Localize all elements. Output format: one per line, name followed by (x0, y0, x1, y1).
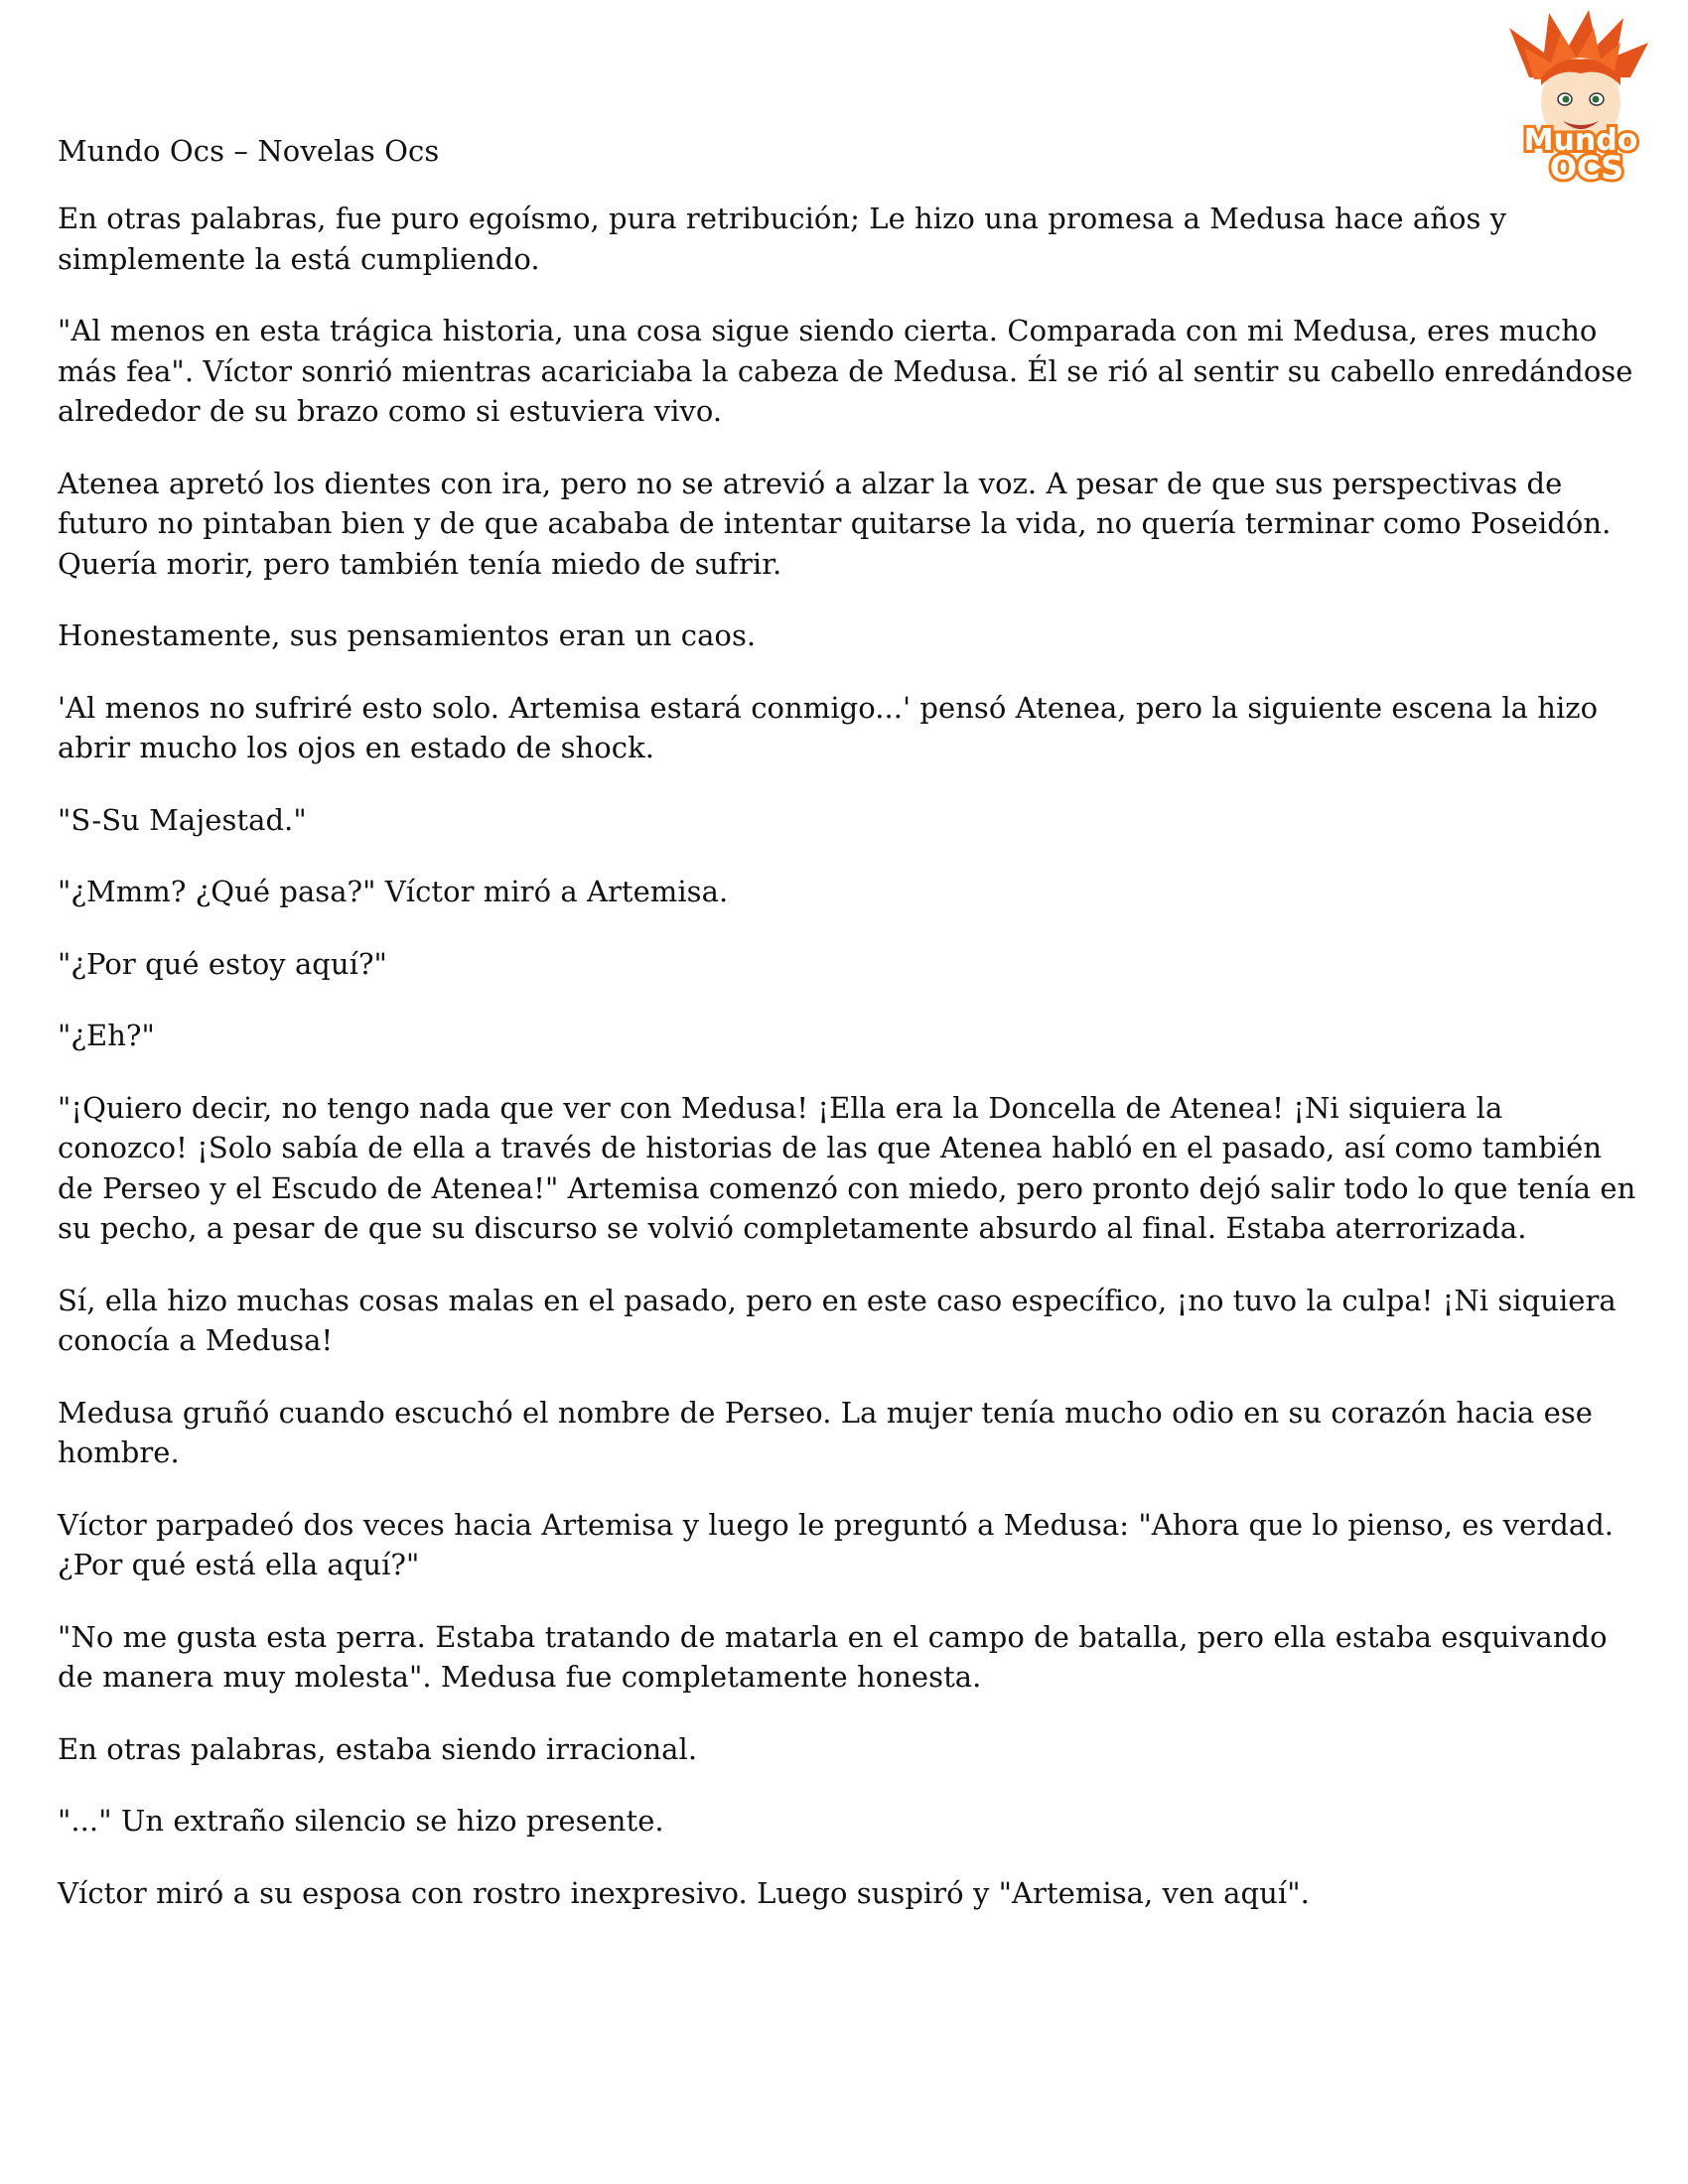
svg-text:Mundo: Mundo (1523, 123, 1638, 158)
paragraph-12: Medusa gruñó cuando escuchó el nombre de Perseo. La mujer tenía mucho odio en su corazón hacia ese hombre. (58, 1395, 1593, 1469)
paragraph-9: "¿Eh?" (58, 1019, 155, 1052)
paragraph-4: Honestamente, sus pensamientos eran un caos. (58, 618, 757, 652)
document-page (58, 131, 1636, 1945)
paragraph-3: Atenea apretó los dientes con ira, pero no se atrevió a alzar la voz. A pesar de que sus perspectivas de futuro no pintaban bien y de que acababa de intentar quitarse la vida, no quería terminar como Poseidón. Quería morir, pero también tenía miedo de sufrir. (58, 466, 1612, 581)
paragraph-2: "Al menos en esta trágica historia, una cosa sigue siendo cierta. Comparada con mi Medusa, eres mucho más fea". Víctor sonrió mientras acariciaba la cabeza de Medusa. Él se rió al sentir su cabello enredándose alrededor de su brazo como si estuviera vivo. (58, 314, 1633, 428)
paragraph-7: "¿Mmm? ¿Qué pasa?" Víctor miró a Artemisa. (58, 875, 729, 908)
paragraph-1: En otras palabras, fue puro egoísmo, pura retribución; Le hizo una promesa a Medusa hace años y simplemente la está cumpliendo. (58, 202, 1507, 276)
svg-text:OCS: OCS (1549, 149, 1624, 185)
paragraph-6: "S-Su Majestad." (58, 802, 307, 837)
paragraph-14: "No me gusta esta perra. Estaba tratando de matarla en el campo de batalla, pero ella estaba esquivando de manera muy molesta". Medusa fue completamente honesta. (58, 1619, 1608, 1694)
paragraph-13: Víctor parpadeó dos veces hacia Artemisa y luego le preguntó a Medusa: "Ahora que lo pienso, es verdad. ¿Por qué está ella aquí?" (58, 1507, 1615, 1581)
document-header-title: Mundo Ocs – Novelas Ocs (58, 134, 440, 168)
paragraph-17: Víctor miró a su esposa con rostro inexpresivo. Luego suspiró y "Artemisa, ven aquí". (58, 1875, 1310, 1910)
paragraph-5: 'Al menos no sufriré esto solo. Artemisa estará conmigo...' pensó Atenea, pero la siguiente escena la hizo abrir mucho los ojos en estado de shock. (58, 690, 1599, 764)
paragraph-10: "¡Quiero decir, no tengo nada que ver con Medusa! ¡Ella era la Doncella de Atenea! ¡Ni siquiera la conozco! ¡Solo sabía de ella a través de historias de las que Atenea habló en el pasado, así como también de Perseo y el Escudo de Atenea!" Artemisa comenzó con miedo, pero pronto dejó salir todo lo que tenía en su pecho, a pesar de que su discurso se volvió completamente absurdo al final. Estaba aterrorizada. (58, 1090, 1636, 1245)
paragraph-16: "..." Un extraño silencio se hizo presente. (58, 1804, 664, 1838)
paragraph-11: Sí, ella hizo muchas cosas malas en el pasado, pero en este caso específico, ¡no tuvo la culpa! ¡Ni siquiera conocía a Medusa! (58, 1283, 1617, 1357)
paragraph-15: En otras palabras, estaba siendo irracional. (58, 1731, 698, 1766)
paragraph-8: "¿Por qué estoy aquí?" (58, 946, 387, 981)
